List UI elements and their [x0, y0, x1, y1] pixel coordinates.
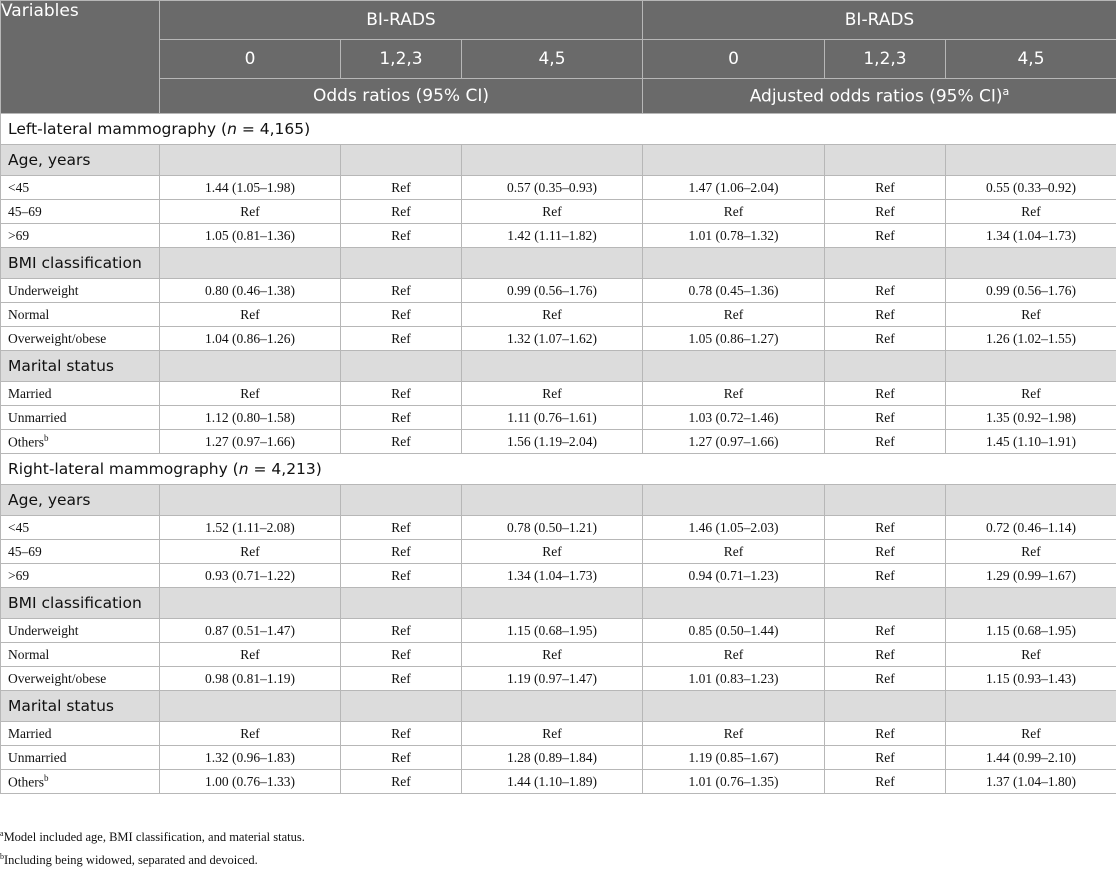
value-cell: 1.15 (0.93–1.43) [946, 667, 1116, 691]
table-row [1, 430, 1116, 454]
group-label: Age, years [1, 485, 160, 516]
table-row [1, 643, 1116, 667]
group-empty-cell [946, 351, 1116, 382]
value-cell: Ref [825, 770, 946, 794]
row-label: Normal [8, 647, 49, 662]
category-0-left: 0 [160, 40, 341, 79]
section-title-n: n [239, 460, 249, 478]
section-title-prefix: Left-lateral mammography ( [8, 120, 227, 138]
group-empty-cell [946, 145, 1116, 176]
value-cell: 1.44 (1.10–1.89) [462, 770, 643, 794]
group-label: Marital status [1, 351, 160, 382]
value-cell: Ref [160, 382, 341, 406]
section-title-suffix: = 4,213) [249, 460, 322, 478]
footnotes [0, 824, 305, 870]
value-cell: Ref [643, 303, 825, 327]
category-45-right: 4,5 [946, 40, 1116, 79]
section-row [1, 454, 1116, 485]
table-row [1, 406, 1116, 430]
value-cell: Ref [946, 382, 1116, 406]
value-cell: Ref [341, 327, 462, 351]
group-empty-cell [825, 248, 946, 279]
value-cell: Ref [946, 303, 1116, 327]
group-empty-cell [643, 248, 825, 279]
value-cell: 1.04 (0.86–1.26) [160, 327, 341, 351]
group-empty-cell [160, 691, 341, 722]
value-cell: 0.85 (0.50–1.44) [643, 619, 825, 643]
row-label-cell [1, 619, 160, 643]
value-cell: Ref [462, 382, 643, 406]
group-empty-cell [643, 691, 825, 722]
row-label-cell [1, 200, 160, 224]
table-row [1, 746, 1116, 770]
category-123-right: 1,2,3 [825, 40, 946, 79]
group-empty-cell [946, 588, 1116, 619]
footnote-marker-a: a [1003, 85, 1010, 98]
value-cell: Ref [462, 643, 643, 667]
group-empty-cell [341, 691, 462, 722]
value-cell: Ref [341, 200, 462, 224]
section-title [1, 454, 1116, 485]
group-empty-cell [825, 485, 946, 516]
row-label: Overweight/obese [8, 331, 106, 346]
variables-header: Variables [1, 1, 160, 114]
footnote-b [0, 847, 305, 870]
row-label: >69 [8, 228, 29, 243]
group-empty-cell [160, 248, 341, 279]
value-cell: 1.15 (0.68–1.95) [946, 619, 1116, 643]
group-empty-cell [825, 351, 946, 382]
value-cell: 1.34 (1.04–1.73) [946, 224, 1116, 248]
value-cell: 1.15 (0.68–1.95) [462, 619, 643, 643]
value-cell: 1.05 (0.86–1.27) [643, 327, 825, 351]
value-cell: 1.01 (0.83–1.23) [643, 667, 825, 691]
group-empty-cell [643, 485, 825, 516]
value-cell: 1.29 (0.99–1.67) [946, 564, 1116, 588]
value-cell: Ref [825, 516, 946, 540]
row-label-cell [1, 722, 160, 746]
value-cell: 1.12 (0.80–1.58) [160, 406, 341, 430]
table-row [1, 200, 1116, 224]
value-cell: Ref [341, 722, 462, 746]
row-label: Married [8, 726, 51, 741]
row-label: Underweight [8, 283, 78, 298]
value-cell: 1.19 (0.85–1.67) [643, 746, 825, 770]
group-empty-cell [462, 691, 643, 722]
odds-ratios-header: Odds ratios (95% CI) [160, 79, 643, 114]
adjusted-odds-ratios-label: Adjusted odds ratios (95% CI) [750, 87, 1003, 107]
value-cell: Ref [825, 406, 946, 430]
group-empty-cell [160, 351, 341, 382]
row-label: 45–69 [8, 204, 42, 219]
category-123-left: 1,2,3 [341, 40, 462, 79]
group-label: BMI classification [1, 588, 160, 619]
value-cell: 0.57 (0.35–0.93) [462, 176, 643, 200]
row-label: Married [8, 386, 51, 401]
row-label-cell [1, 564, 160, 588]
value-cell: Ref [462, 200, 643, 224]
value-cell: Ref [643, 540, 825, 564]
value-cell: 1.01 (0.76–1.35) [643, 770, 825, 794]
footnote-a-text: Model included age, BMI classification, and material status. [4, 830, 305, 844]
group-label: Age, years [1, 145, 160, 176]
value-cell: Ref [825, 564, 946, 588]
value-cell: Ref [825, 382, 946, 406]
value-cell: Ref [825, 200, 946, 224]
value-cell: Ref [160, 303, 341, 327]
value-cell: Ref [160, 722, 341, 746]
value-cell: Ref [825, 619, 946, 643]
group-row [1, 145, 1116, 176]
table-row [1, 722, 1116, 746]
row-label: <45 [8, 180, 29, 195]
group-empty-cell [341, 351, 462, 382]
group-label: Marital status [1, 691, 160, 722]
row-label-cell [1, 430, 160, 454]
row-label: 45–69 [8, 544, 42, 559]
value-cell: Ref [341, 176, 462, 200]
table-header [1, 1, 1116, 114]
value-cell: 0.80 (0.46–1.38) [160, 279, 341, 303]
footnote-a [0, 824, 305, 847]
row-label-cell [1, 406, 160, 430]
value-cell: Ref [946, 722, 1116, 746]
value-cell: Ref [341, 746, 462, 770]
group-row [1, 485, 1116, 516]
value-cell: 0.99 (0.56–1.76) [462, 279, 643, 303]
table-row [1, 540, 1116, 564]
section-row [1, 114, 1116, 145]
row-label-cell [1, 516, 160, 540]
value-cell: 1.44 (1.05–1.98) [160, 176, 341, 200]
value-cell: 1.47 (1.06–2.04) [643, 176, 825, 200]
table-row [1, 382, 1116, 406]
value-cell: 0.55 (0.33–0.92) [946, 176, 1116, 200]
value-cell: 1.27 (0.97–1.66) [160, 430, 341, 454]
table-row [1, 619, 1116, 643]
row-label: Others [8, 774, 44, 789]
group-empty-cell [341, 485, 462, 516]
footnote-marker-b: b [44, 433, 49, 443]
value-cell: Ref [341, 303, 462, 327]
group-empty-cell [462, 351, 643, 382]
value-cell: Ref [341, 564, 462, 588]
row-label-cell [1, 667, 160, 691]
value-cell: 1.37 (1.04–1.80) [946, 770, 1116, 794]
group-empty-cell [341, 248, 462, 279]
row-label-cell [1, 540, 160, 564]
value-cell: 0.72 (0.46–1.14) [946, 516, 1116, 540]
row-label: Overweight/obese [8, 671, 106, 686]
row-label-cell [1, 224, 160, 248]
row-label: Normal [8, 307, 49, 322]
row-label: Unmarried [8, 750, 66, 765]
value-cell: Ref [643, 722, 825, 746]
value-cell: Ref [462, 303, 643, 327]
category-45-left: 4,5 [462, 40, 643, 79]
value-cell: Ref [341, 667, 462, 691]
category-0-right: 0 [643, 40, 825, 79]
value-cell: Ref [825, 430, 946, 454]
value-cell: 1.03 (0.72–1.46) [643, 406, 825, 430]
value-cell: 1.28 (0.89–1.84) [462, 746, 643, 770]
value-cell: 1.44 (0.99–2.10) [946, 746, 1116, 770]
value-cell: Ref [341, 770, 462, 794]
bi-rads-header-left: BI-RADS [160, 1, 643, 40]
group-empty-cell [160, 145, 341, 176]
row-label-cell [1, 327, 160, 351]
section-title-prefix: Right-lateral mammography ( [8, 460, 239, 478]
table-row [1, 770, 1116, 794]
value-cell: 0.99 (0.56–1.76) [946, 279, 1116, 303]
footnote-b-text: Including being widowed, separated and devoiced. [4, 853, 258, 867]
value-cell: 0.78 (0.50–1.21) [462, 516, 643, 540]
value-cell: 1.42 (1.11–1.82) [462, 224, 643, 248]
bi-rads-header-right: BI-RADS [643, 1, 1116, 40]
group-row [1, 248, 1116, 279]
value-cell: 1.27 (0.97–1.66) [643, 430, 825, 454]
value-cell: Ref [946, 643, 1116, 667]
group-empty-cell [462, 145, 643, 176]
value-cell: 0.98 (0.81–1.19) [160, 667, 341, 691]
value-cell: 0.93 (0.71–1.22) [160, 564, 341, 588]
value-cell: Ref [825, 224, 946, 248]
value-cell: Ref [341, 619, 462, 643]
table-row [1, 564, 1116, 588]
value-cell: 0.94 (0.71–1.23) [643, 564, 825, 588]
value-cell: 1.11 (0.76–1.61) [462, 406, 643, 430]
table-row [1, 327, 1116, 351]
group-row [1, 351, 1116, 382]
value-cell: 1.05 (0.81–1.36) [160, 224, 341, 248]
section-title-suffix: = 4,165) [237, 120, 310, 138]
table-row [1, 667, 1116, 691]
adjusted-odds-ratios-header [643, 79, 1116, 114]
value-cell: Ref [160, 540, 341, 564]
footnote-a-mark: a [0, 829, 4, 838]
value-cell: 1.32 (0.96–1.83) [160, 746, 341, 770]
value-cell: Ref [825, 327, 946, 351]
group-empty-cell [160, 588, 341, 619]
value-cell: Ref [825, 746, 946, 770]
value-cell: Ref [160, 200, 341, 224]
value-cell: Ref [341, 540, 462, 564]
footnote-marker-b: b [44, 773, 49, 783]
value-cell: Ref [946, 540, 1116, 564]
row-label: Underweight [8, 623, 78, 638]
value-cell: Ref [341, 516, 462, 540]
value-cell: Ref [825, 540, 946, 564]
table-row [1, 303, 1116, 327]
value-cell: Ref [462, 540, 643, 564]
value-cell: 0.87 (0.51–1.47) [160, 619, 341, 643]
group-row [1, 588, 1116, 619]
value-cell: Ref [341, 382, 462, 406]
group-empty-cell [825, 691, 946, 722]
table-row [1, 176, 1116, 200]
value-cell: 1.35 (0.92–1.98) [946, 406, 1116, 430]
value-cell: Ref [825, 667, 946, 691]
value-cell: Ref [825, 643, 946, 667]
table-body [1, 114, 1116, 794]
row-label-cell [1, 643, 160, 667]
group-empty-cell [643, 588, 825, 619]
value-cell: Ref [341, 430, 462, 454]
footnote-b-mark: b [0, 852, 4, 861]
value-cell: 1.52 (1.11–2.08) [160, 516, 341, 540]
value-cell: Ref [160, 643, 341, 667]
group-empty-cell [946, 248, 1116, 279]
row-label-cell [1, 382, 160, 406]
value-cell: 0.78 (0.45–1.36) [643, 279, 825, 303]
value-cell: 1.32 (1.07–1.62) [462, 327, 643, 351]
value-cell: 1.46 (1.05–2.03) [643, 516, 825, 540]
value-cell: 1.45 (1.10–1.91) [946, 430, 1116, 454]
value-cell: Ref [946, 200, 1116, 224]
value-cell: Ref [341, 224, 462, 248]
group-row [1, 691, 1116, 722]
value-cell: Ref [643, 382, 825, 406]
value-cell: Ref [825, 722, 946, 746]
row-label: >69 [8, 568, 29, 583]
group-empty-cell [462, 485, 643, 516]
value-cell: 1.26 (1.02–1.55) [946, 327, 1116, 351]
value-cell: Ref [825, 176, 946, 200]
group-empty-cell [341, 145, 462, 176]
group-empty-cell [946, 691, 1116, 722]
value-cell: 1.00 (0.76–1.33) [160, 770, 341, 794]
value-cell: 1.56 (1.19–2.04) [462, 430, 643, 454]
value-cell: 1.34 (1.04–1.73) [462, 564, 643, 588]
value-cell: Ref [643, 200, 825, 224]
row-label: Unmarried [8, 410, 66, 425]
value-cell: Ref [341, 406, 462, 430]
value-cell: 1.19 (0.97–1.47) [462, 667, 643, 691]
group-empty-cell [462, 588, 643, 619]
row-label-cell [1, 770, 160, 794]
group-empty-cell [946, 485, 1116, 516]
row-label-cell [1, 176, 160, 200]
table-row [1, 224, 1116, 248]
row-label: <45 [8, 520, 29, 535]
group-empty-cell [462, 248, 643, 279]
section-title-n: n [227, 120, 237, 138]
row-label-cell [1, 303, 160, 327]
row-label-cell [1, 746, 160, 770]
group-empty-cell [825, 588, 946, 619]
value-cell: Ref [643, 643, 825, 667]
group-empty-cell [643, 145, 825, 176]
group-empty-cell [825, 145, 946, 176]
section-title [1, 114, 1116, 145]
value-cell: Ref [825, 279, 946, 303]
value-cell: Ref [825, 303, 946, 327]
value-cell: Ref [341, 643, 462, 667]
value-cell: Ref [341, 279, 462, 303]
table-row [1, 516, 1116, 540]
value-cell: Ref [462, 722, 643, 746]
group-empty-cell [341, 588, 462, 619]
value-cell: 1.01 (0.78–1.32) [643, 224, 825, 248]
group-empty-cell [160, 485, 341, 516]
row-label-cell [1, 279, 160, 303]
group-empty-cell [643, 351, 825, 382]
row-label: Others [8, 434, 44, 449]
table-row [1, 279, 1116, 303]
group-label: BMI classification [1, 248, 160, 279]
